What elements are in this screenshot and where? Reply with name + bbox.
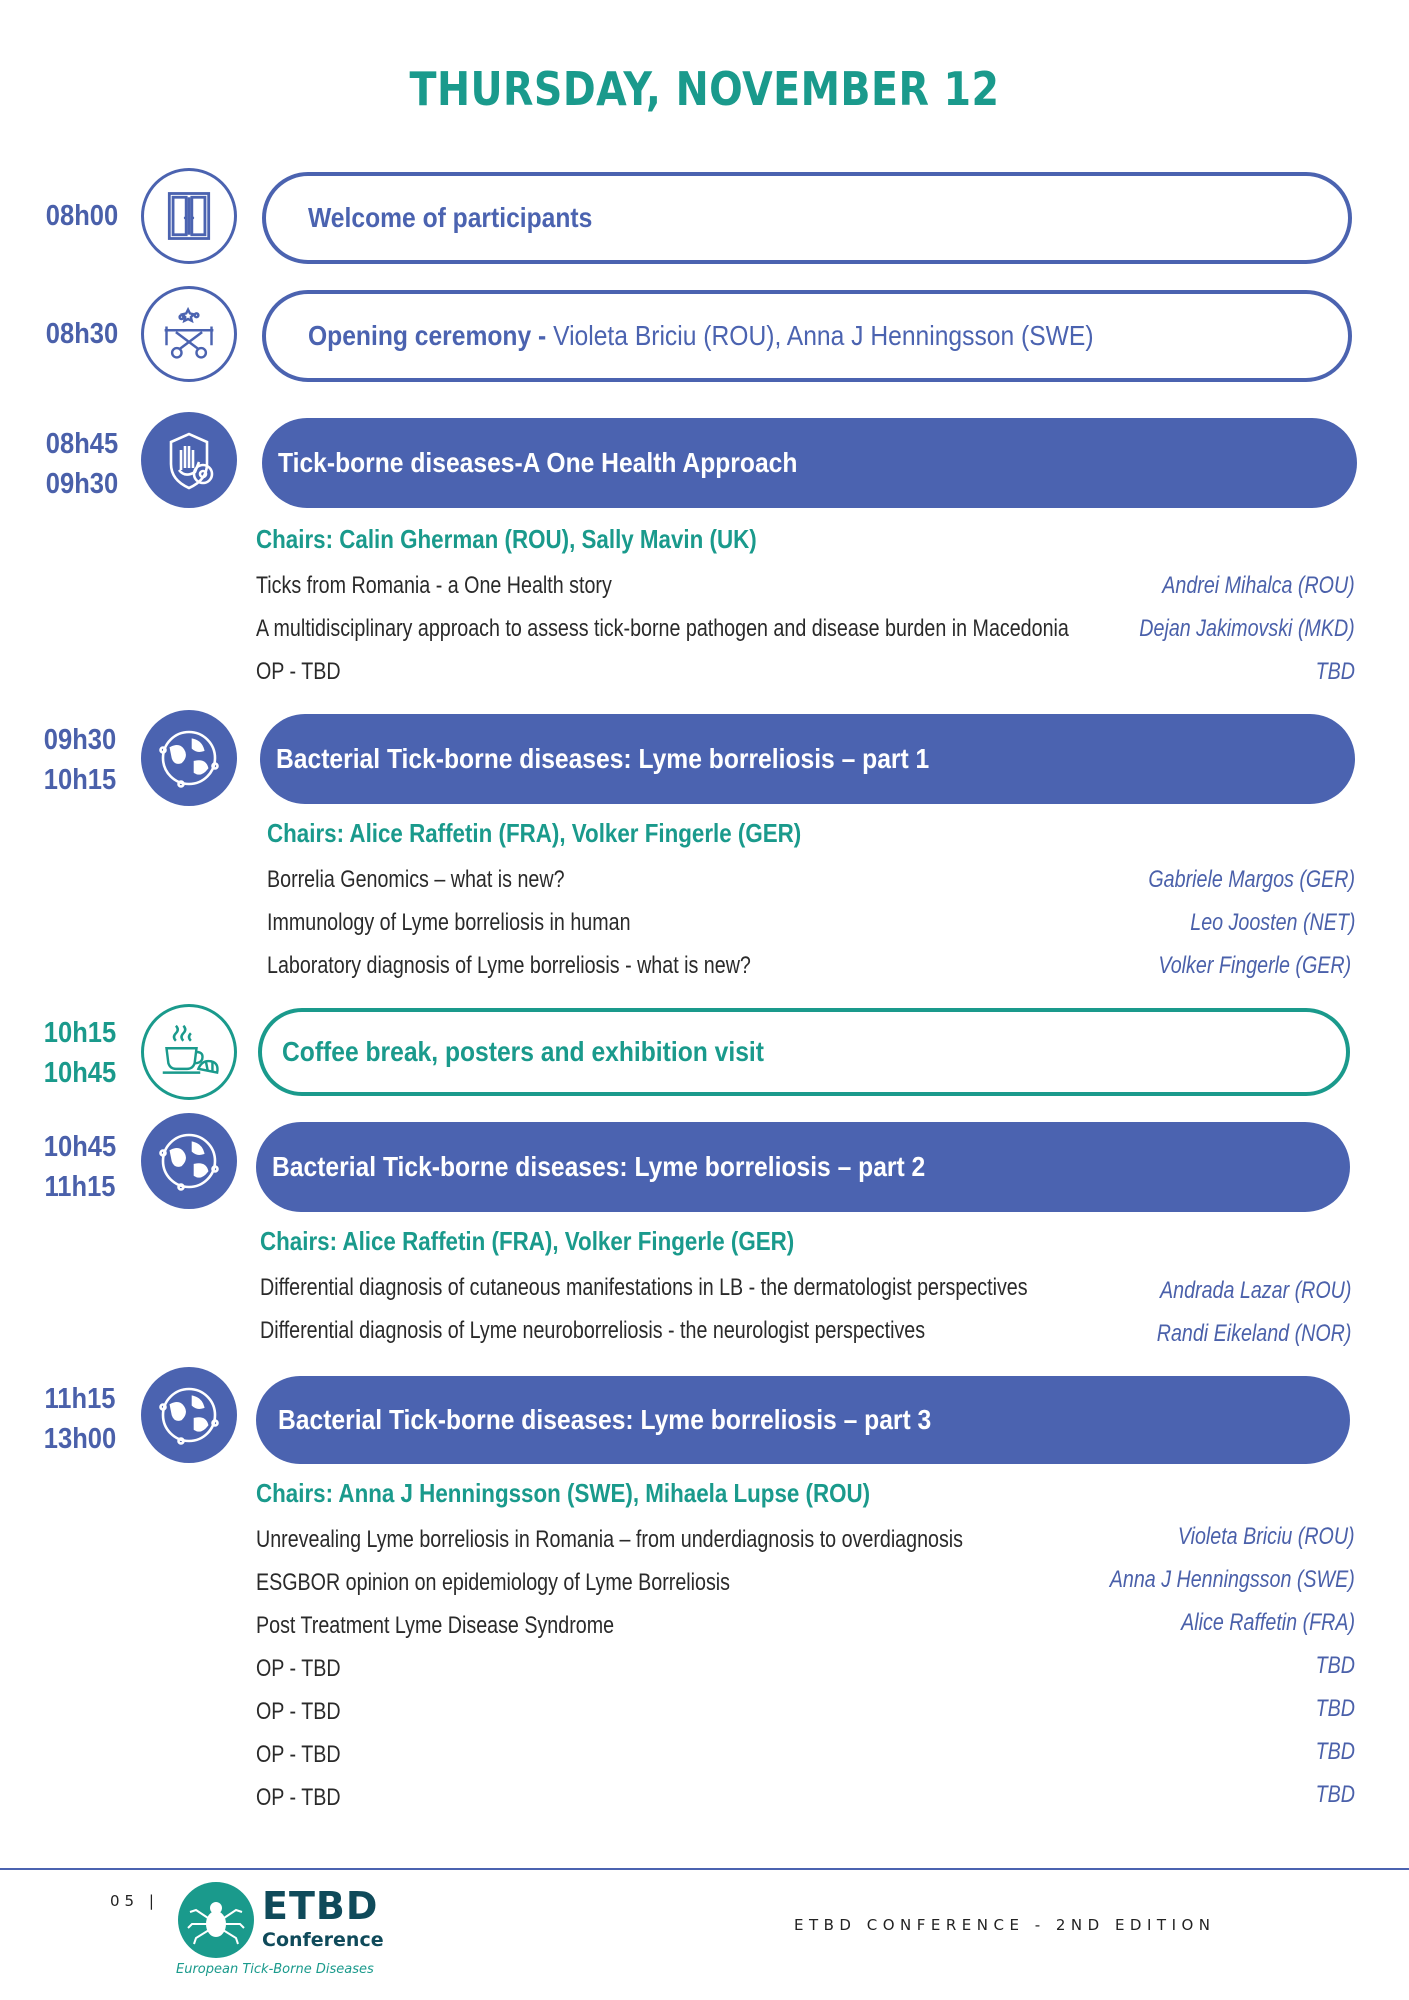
logo-subtitle: Conference [262, 1929, 384, 1951]
session-title: Bacterial Tick-borne diseases: Lyme borreliosis – part 1 [276, 743, 930, 774]
talk-speaker: TBD [1315, 1695, 1355, 1722]
talk-title: Differential diagnosis of Lyme neuroborreliosis - the neurologist perspectives [260, 1317, 926, 1344]
door-icon [141, 168, 237, 264]
talk-title: OP - TBD [256, 1655, 341, 1682]
session-coffee-break [258, 1008, 1350, 1096]
session-chairs: Chairs: Calin Gherman (ROU), Sally Mavin (UK) [256, 524, 757, 554]
talk-speaker: Leo Joosten (NET) [1189, 909, 1355, 936]
conference-edition: ETBD CONFERENCE - 2ND EDITION [794, 1916, 1216, 1934]
globe-icon [141, 710, 237, 806]
time-end: 09h30 [45, 468, 119, 500]
session-title: Tick-borne diseases-A One Health Approach [278, 447, 798, 478]
session-title: Welcome of participants [308, 202, 593, 233]
time-start: 09h30 [43, 724, 117, 756]
session-chairs: Chairs: Alice Raffetin (FRA), Volker Fingerle (GER) [267, 818, 802, 848]
time-start: 08h00 [45, 200, 119, 232]
ribbon-cutting-icon [141, 286, 237, 382]
talk-speaker: Violeta Briciu (ROU) [1178, 1523, 1355, 1550]
talk-title: OP - TBD [256, 1784, 341, 1811]
talk-speaker: TBD [1315, 658, 1355, 685]
talk-speaker: Anna J Henningsson (SWE) [1109, 1566, 1355, 1593]
talk-speaker: Alice Raffetin (FRA) [1181, 1609, 1355, 1636]
talk-speaker: TBD [1315, 1738, 1355, 1765]
time-end: 10h45 [43, 1057, 117, 1089]
talk-speaker: Gabriele Margos (GER) [1148, 866, 1355, 893]
talk-speaker: TBD [1315, 1781, 1355, 1808]
session-title: Opening ceremony - [308, 320, 554, 351]
talk-speaker: TBD [1315, 1652, 1355, 1679]
tick-logo-icon [178, 1882, 254, 1958]
time-start: 11h15 [44, 1383, 116, 1415]
time-end: 10h15 [43, 764, 117, 796]
session-speakers: Violeta Briciu (ROU), Anna J Henningsson (SWE) [553, 320, 1094, 351]
session-lyme-part-2 [256, 1122, 1350, 1212]
time-start: 10h45 [43, 1131, 117, 1163]
session-welcome [262, 172, 1352, 264]
session-lyme-part-1 [260, 714, 1355, 804]
hand-shield-virus-icon [141, 412, 237, 508]
talk-speaker: Dejan Jakimovski (MKD) [1139, 615, 1355, 642]
session-opening [262, 290, 1352, 382]
talk-title: Ticks from Romania - a One Health story [256, 572, 612, 599]
time-start: 08h30 [45, 318, 119, 350]
talk-title: Borrelia Genomics – what is new? [267, 866, 565, 893]
logo-tagline: European Tick-Borne Diseases [176, 1962, 374, 1977]
time-start: 10h15 [43, 1017, 117, 1049]
time-end: 11h15 [44, 1171, 116, 1203]
session-chairs: Chairs: Alice Raffetin (FRA), Volker Fingerle (GER) [260, 1226, 795, 1256]
globe-icon [141, 1113, 237, 1209]
talk-speaker: Andrada Lazar (ROU) [1159, 1277, 1351, 1304]
talk-title: ESGBOR opinion on epidemiology of Lyme Borreliosis [256, 1569, 731, 1596]
talk-title: OP - TBD [256, 1741, 341, 1768]
time-end: 13h00 [43, 1423, 117, 1455]
talk-title: Differential diagnosis of cutaneous manifestations in LB - the dermatologist perspectives [260, 1274, 1028, 1301]
talk-speaker: Volker Fingerle (GER) [1158, 952, 1351, 979]
session-chairs: Chairs: Anna J Henningsson (SWE), Mihaela Lupse (ROU) [256, 1478, 871, 1508]
session-title: Bacterial Tick-borne diseases: Lyme borreliosis – part 3 [278, 1404, 932, 1435]
talk-title: OP - TBD [256, 1698, 341, 1725]
coffee-croissant-icon [141, 1004, 237, 1100]
logo-title: ETBD [262, 1884, 379, 1928]
footer-divider [0, 1868, 1409, 1870]
talk-title: OP - TBD [256, 658, 341, 685]
talk-title: Laboratory diagnosis of Lyme borreliosis - what is new? [267, 952, 751, 979]
globe-icon [141, 1367, 237, 1463]
talk-title: Unrevealing Lyme borreliosis in Romania – from underdiagnosis to overdiagnosis [256, 1526, 964, 1553]
talk-speaker: Andrei Mihalca (ROU) [1162, 572, 1355, 599]
page-title: THURSDAY, NOVEMBER 12 [409, 62, 1000, 116]
talk-title: Immunology of Lyme borreliosis in human [267, 909, 631, 936]
talk-title: A multidisciplinary approach to assess tick-borne pathogen and disease burden in Macedonia [256, 615, 1069, 642]
time-start: 08h45 [45, 428, 119, 460]
page-number: 05 | [110, 1892, 159, 1910]
session-lyme-part-3 [256, 1376, 1350, 1464]
session-title: Bacterial Tick-borne diseases: Lyme borreliosis – part 2 [272, 1151, 926, 1182]
talk-title: Post Treatment Lyme Disease Syndrome [256, 1612, 615, 1639]
talk-speaker: Randi Eikeland (NOR) [1156, 1320, 1351, 1347]
session-one-health [262, 418, 1357, 508]
session-title: Coffee break, posters and exhibition visit [282, 1036, 764, 1067]
